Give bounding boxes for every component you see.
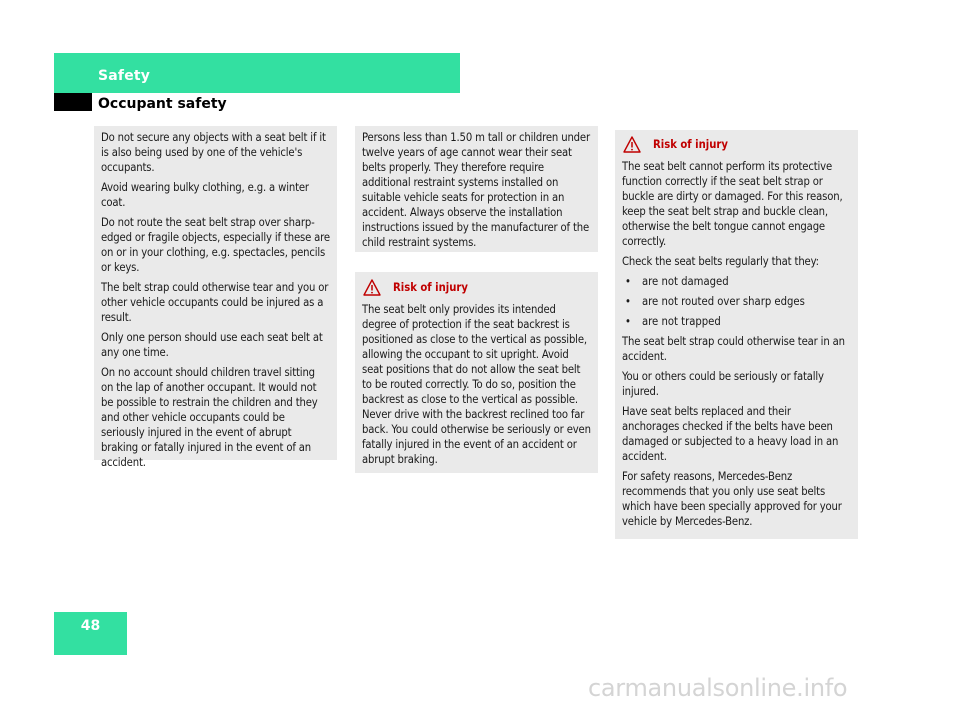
paragraph: Check the seat belts regularly that they:: [622, 255, 819, 268]
paragraph: Do not secure any objects with a seat belt if it is also being used by one of the vehicle's occupants.: [101, 131, 326, 174]
paragraph: Persons less than 1.50 m tall or children under twelve years of age cannot wear their seat belts properly. They therefore require additional restraint systems installed on suitable vehicle seats for protection in an accident. Always observe the installation instructions issued by the manufacturer of the child restraint systems.: [362, 131, 590, 249]
warning-title: Risk of injury: [653, 138, 728, 151]
bullet-icon: •: [625, 275, 631, 288]
subsection-title: Occupant safety: [98, 96, 227, 112]
bullet-icon: •: [625, 315, 631, 328]
paragraph: You or others could be seriously or fatally injured.: [622, 370, 824, 398]
paragraph: The seat belt cannot perform its protective function correctly if the seat belt strap or buckle are dirty or damaged. For this reason, keep the seat belt strap and buckle clean, otherwise the belt tongue cannot engage correctly.: [622, 160, 843, 248]
warning-triangle-icon: [623, 136, 641, 153]
warning-box-backrest: [355, 272, 598, 473]
paragraph: Only one person should use each seat belt at any one time.: [101, 331, 323, 359]
warning-triangle-icon: [363, 279, 381, 296]
paragraph: Do not route the seat belt strap over sharp-edged or fragile objects, especially if these are on or in your clothing, e.g. spectacles, pencils or keys.: [101, 216, 330, 274]
warning-header: [362, 279, 591, 296]
list-item: [622, 294, 851, 309]
warning-header: [622, 136, 851, 153]
watermark: carmanualsonline.info: [588, 674, 848, 702]
list-item-text: are not damaged: [642, 275, 729, 288]
section-marker: [54, 93, 92, 111]
child-restraint-note-box: [355, 126, 598, 252]
paragraph: The seat belt strap could otherwise tear in an accident.: [622, 335, 845, 363]
paragraph: For safety reasons, Mercedes-Benz recommends that you only use seat belts which have been specially approved for your vehicle by Mercedes-Benz.: [622, 470, 842, 528]
paragraph: On no account should children travel sitting on the lap of another occupant. It would not be possible to restrain the children and they and other vehicle occupants could be seriously injured in the event of abrupt braking or fatally injured in the event of an accident.: [101, 366, 318, 469]
section-title: Safety: [98, 68, 151, 84]
warning-title: Risk of injury: [393, 281, 468, 294]
paragraph: Avoid wearing bulky clothing, e.g. a winter coat.: [101, 181, 309, 209]
warning-box-maintenance: [615, 130, 858, 539]
list-item: [622, 274, 851, 289]
warning-text: The seat belt only provides its intended degree of protection if the seat backrest is positioned as close to the vertical as possible, allowing the occupant to sit upright. Avoid seat positions that do not allow the seat belt to be routed correctly. To do so, position the backrest as close to the vertical as possible. Never drive with the backrest reclined too far back. You could otherwise be seriously or even fatally injured in the event of an accident or abrupt braking.: [362, 303, 591, 466]
page-number: 48: [80, 618, 101, 634]
list-item: [622, 314, 851, 329]
list-item-text: are not routed over sharp edges: [642, 295, 805, 308]
bullet-icon: •: [625, 295, 631, 308]
paragraph: Have seat belts replaced and their anchorages checked if the belts have been damaged or subjected to a heavy load in an accident.: [622, 405, 839, 463]
seat-belt-guidelines-box: [94, 126, 337, 469]
list-item-text: are not trapped: [642, 315, 721, 328]
paragraph: The belt strap could otherwise tear and you or other vehicle occupants could be injured as a result.: [101, 281, 329, 324]
